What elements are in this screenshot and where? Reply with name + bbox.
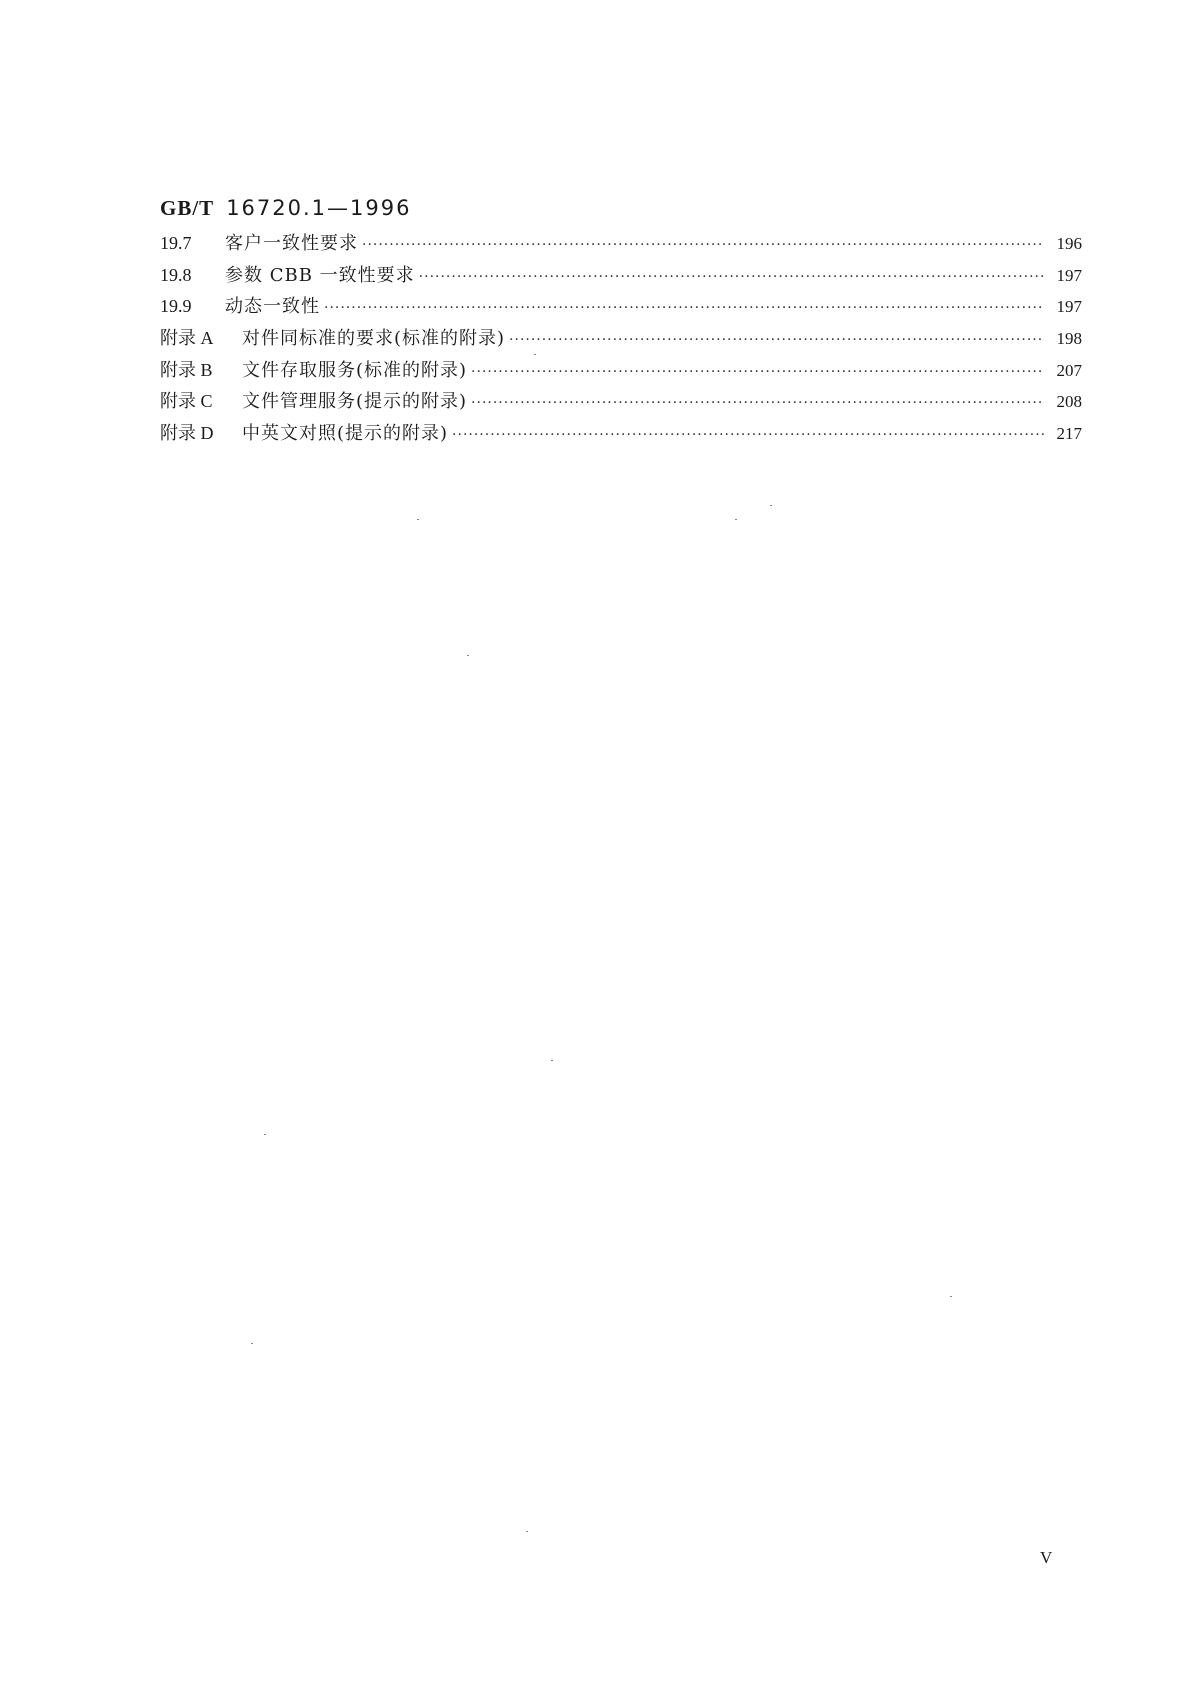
standard-code: GB/T: [160, 196, 215, 220]
toc-entry-number: 附录 D: [160, 423, 214, 444]
dot-leader: [452, 427, 1044, 443]
table-of-contents: [160, 229, 1082, 451]
toc-entry-number: 附录 C: [160, 391, 213, 412]
standard-number: 16720.1—1996: [226, 196, 412, 220]
scan-speck: [770, 505, 772, 506]
page-folio: V: [1040, 1548, 1053, 1567]
scan-speck: [534, 354, 536, 355]
toc-entry-page: 197: [1056, 297, 1082, 317]
page-header: [160, 196, 411, 221]
toc-entry-page: 217: [1056, 424, 1082, 444]
scan-speck: [251, 1343, 253, 1344]
toc-entry: [160, 419, 1082, 451]
toc-entry-number: 19.8: [160, 264, 192, 285]
toc-entry-page: 198: [1056, 329, 1082, 349]
dot-leader: [324, 300, 1044, 316]
toc-entry: [160, 356, 1082, 388]
dot-leader: [471, 395, 1044, 411]
toc-entry-title: 文件管理服务(提示的附录): [242, 391, 468, 413]
toc-entry-number: 附录 A: [160, 328, 214, 349]
scan-speck: [467, 655, 469, 656]
toc-entry-title: 对件同标准的要求(标准的附录): [242, 328, 506, 350]
toc-entry: [160, 387, 1082, 419]
toc-entry-title: 参数 CBB 一致性要求: [225, 264, 415, 286]
scan-speck: [417, 519, 419, 520]
scan-speck: [526, 1531, 528, 1532]
dot-leader: [419, 269, 1044, 285]
toc-entry-page: 197: [1056, 265, 1082, 285]
dot-leader: [471, 364, 1044, 380]
toc-entry-number: 19.7: [160, 233, 192, 253]
dot-leader: [509, 332, 1044, 348]
scan-speck: [264, 1134, 266, 1135]
toc-entry-page: 207: [1056, 360, 1082, 380]
dot-leader: [362, 237, 1044, 253]
toc-entry-title: 动态一致性: [225, 296, 320, 318]
toc-entry: [160, 229, 1082, 261]
scan-speck: [735, 519, 737, 520]
toc-entry-number: 19.9: [160, 296, 192, 317]
toc-entry-title: 客户一致性要求: [225, 233, 358, 254]
toc-entry-page: 208: [1056, 392, 1082, 412]
toc-entry-title: 中英文对照(提示的附录): [242, 423, 449, 445]
scan-speck: [950, 1296, 952, 1297]
toc-entry: [160, 324, 1082, 356]
toc-entry-page: 196: [1056, 234, 1082, 253]
toc-entry-number: 附录 B: [160, 359, 213, 380]
toc-entry: [160, 261, 1082, 293]
toc-entry-title: 文件存取服务(标准的附录): [242, 359, 468, 381]
scan-speck: [551, 1060, 553, 1061]
toc-entry: [160, 292, 1082, 324]
